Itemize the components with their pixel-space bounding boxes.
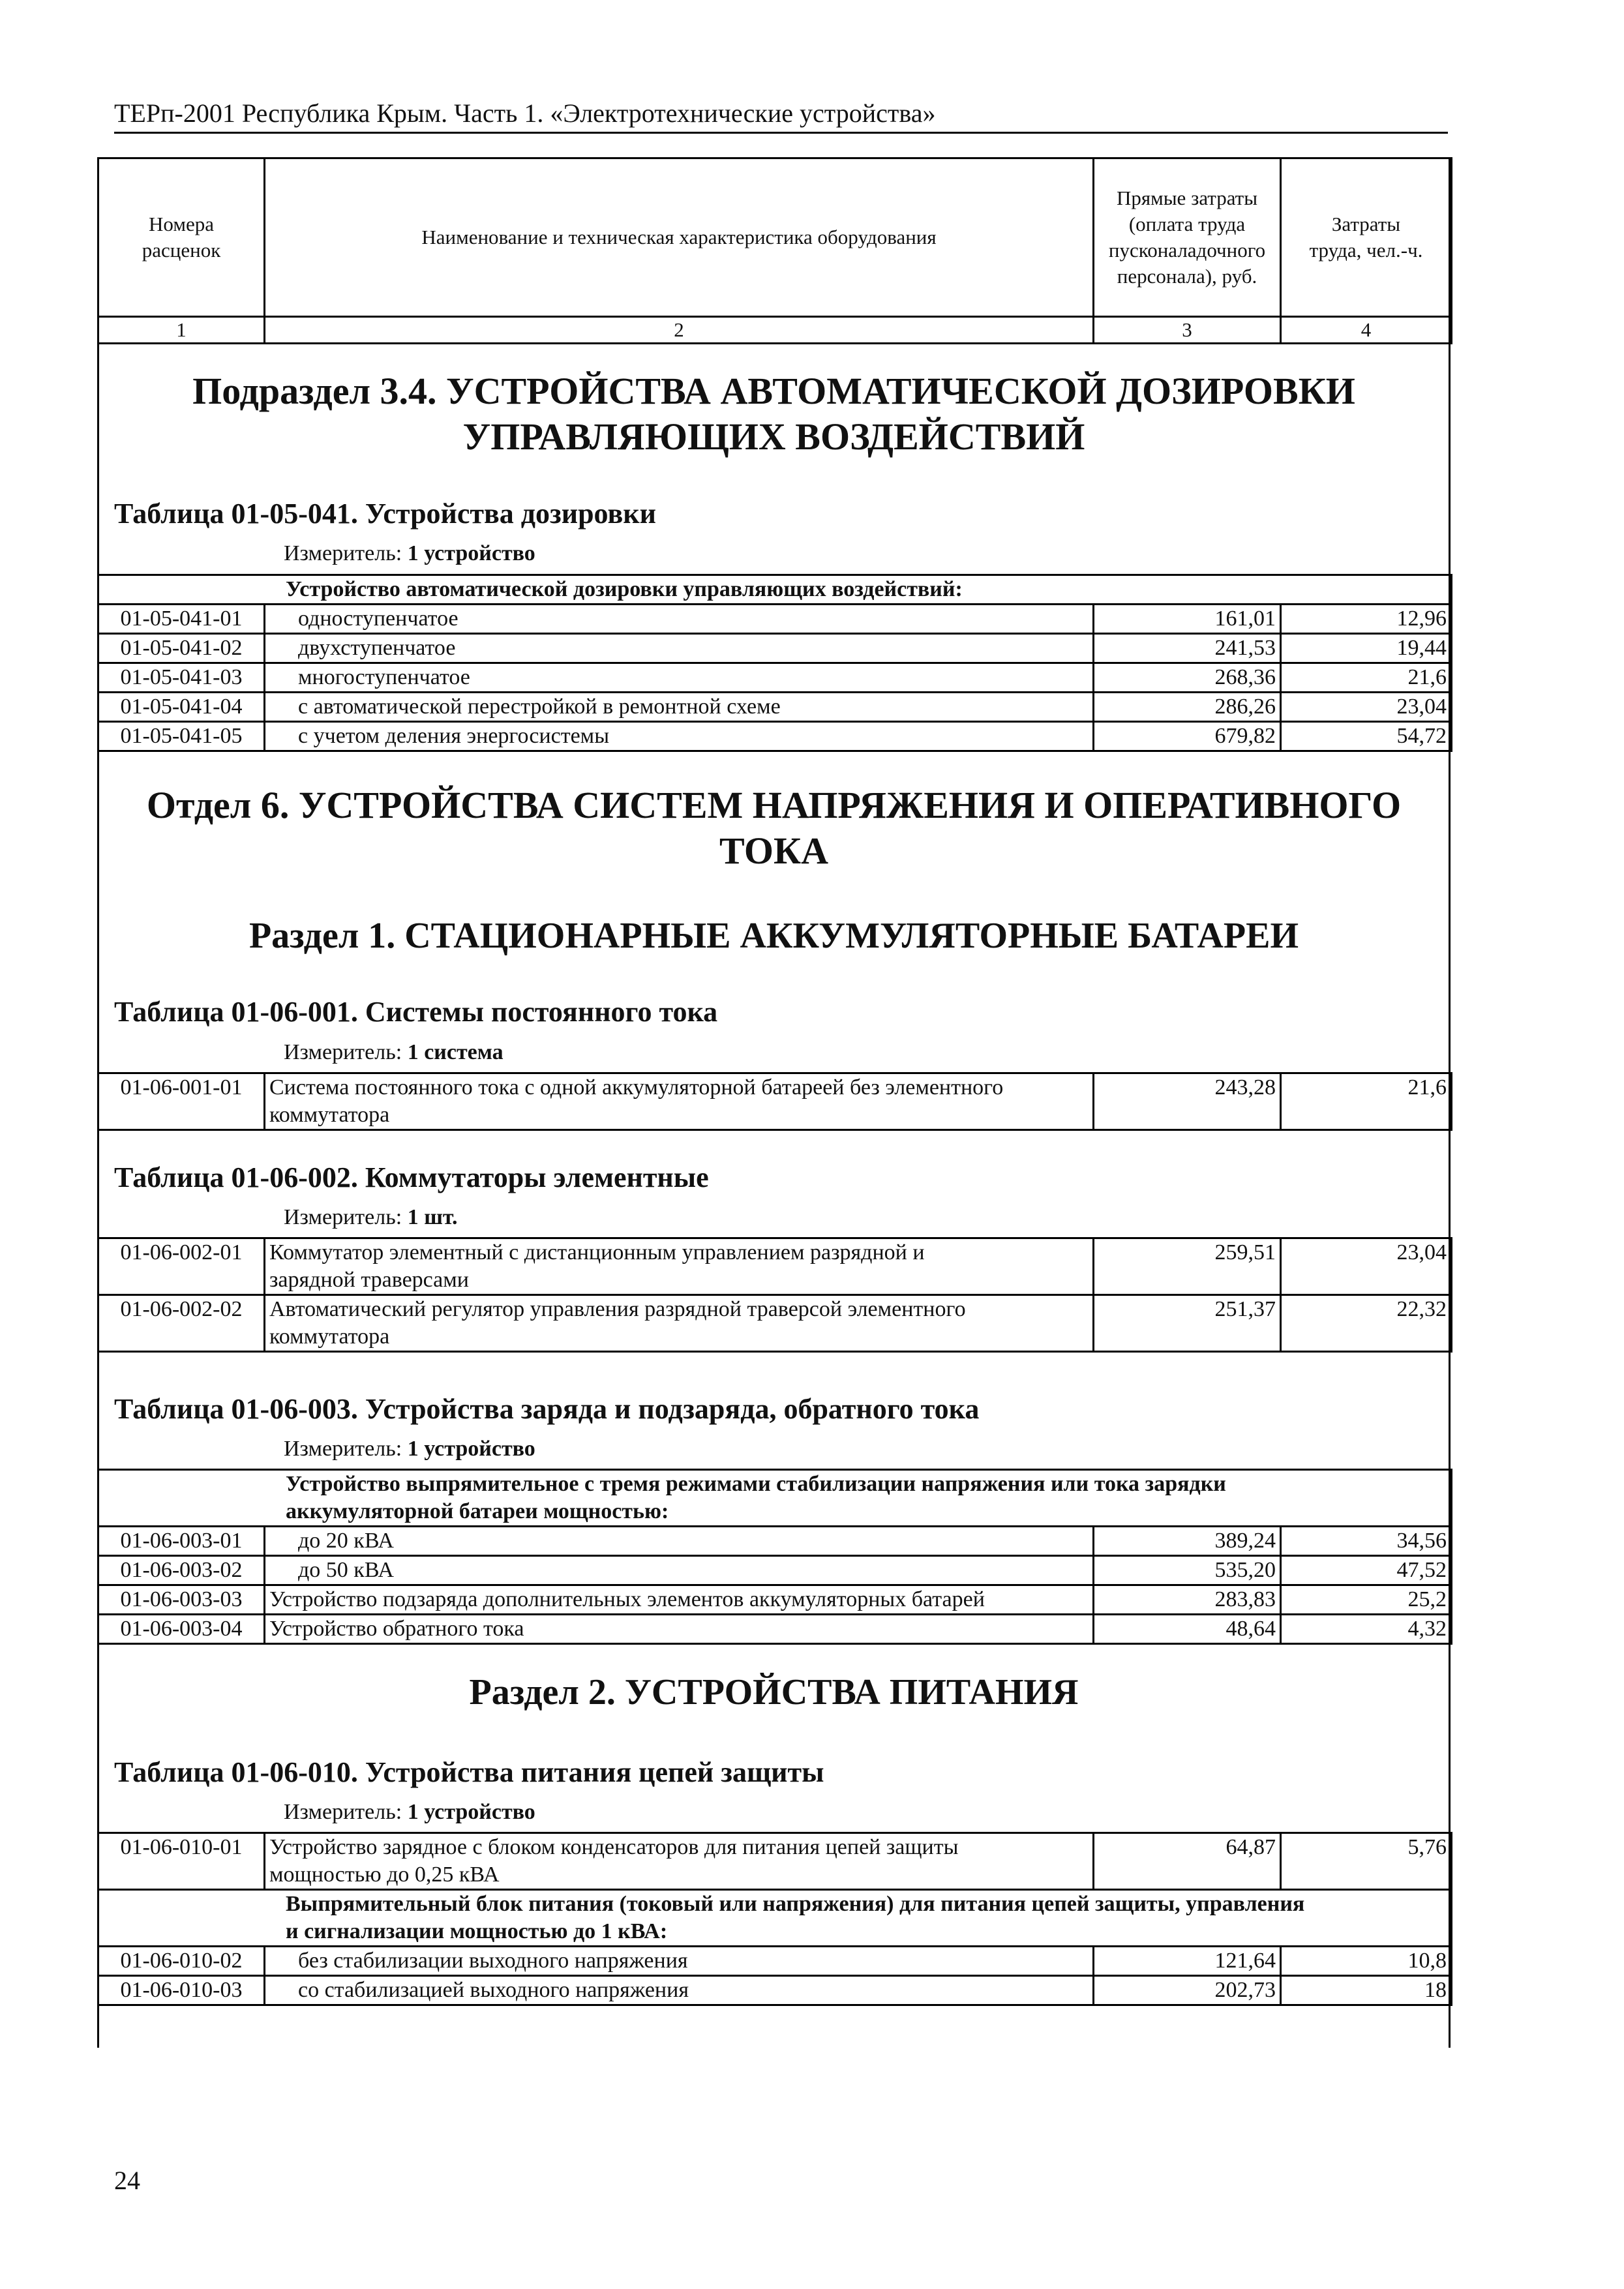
rate-cost: 48,64 — [1094, 1615, 1281, 1644]
table-row — [98, 1833, 1452, 1890]
rate-code: 01-05-041-01 — [98, 605, 265, 634]
table-row — [98, 1947, 1452, 1976]
rate-cost: 161,01 — [1094, 605, 1281, 634]
rate-cost: 535,20 — [1094, 1556, 1281, 1585]
rate-name — [265, 1833, 1094, 1890]
rate-labor: 34,56 — [1281, 1527, 1452, 1556]
rate-name — [265, 1238, 1094, 1295]
table-row — [98, 722, 1452, 751]
rate-cost: 121,64 — [1094, 1947, 1281, 1976]
rate-name: Устройство подзаряда дополнительных элементов аккумуляторных батарей — [265, 1585, 1094, 1615]
table-002-title: Таблица 01-06-002. Коммутаторы элементные — [114, 1161, 709, 1193]
rate-labor: 21,6 — [1281, 1073, 1452, 1130]
rate-name: с автоматической перестройкой в ремонтной схеме — [265, 693, 1094, 722]
rate-code: 01-05-041-03 — [98, 663, 265, 693]
table-041-group: Устройство автоматической дозировки управляющих воздействий: — [98, 575, 1452, 605]
table-041-meter — [284, 541, 535, 566]
table-003-title: Таблица 01-06-003. Устройства заряда и подзаряда, обратного тока — [114, 1393, 980, 1425]
column-header-table — [97, 157, 1452, 344]
rate-cost: 251,37 — [1094, 1295, 1281, 1352]
col-header-cost: Прямые затраты (оплата труда пусконаладочного персонала), руб. — [1094, 158, 1281, 317]
table-010-meter — [284, 1800, 535, 1825]
group-line1: Устройство выпрямительное с тремя режимами стабилизации напряжения или тока зарядки — [286, 1472, 1226, 1496]
rate-cost: 268,36 — [1094, 663, 1281, 693]
rate-name: со стабилизацией выходного напряжения — [265, 1976, 1094, 2005]
header-rule — [114, 132, 1448, 134]
col-number-4: 4 — [1281, 317, 1452, 344]
col-number-2: 2 — [265, 317, 1094, 344]
subsection-title-line1: Подраздел 3.4. УСТРОЙСТВА АВТОМАТИЧЕСКОЙ ДОЗИРОВКИ — [192, 370, 1355, 412]
table-010 — [97, 1832, 1452, 2006]
rate-name: Устройство обратного тока — [265, 1615, 1094, 1644]
meter-label: Измеритель: — [284, 1040, 402, 1064]
table-041-title: Таблица 01-05-041. Устройства дозировки — [114, 498, 656, 530]
rate-labor: 4,32 — [1281, 1615, 1452, 1644]
table-row — [98, 1295, 1452, 1352]
rate-labor: 18 — [1281, 1976, 1452, 2005]
rate-name-line1: Система постоянного тока с одной аккумуляторной батареей без элементного — [269, 1075, 1004, 1100]
section-2-title: Раздел 2. УСТРОЙСТВА ПИТАНИЯ — [469, 1672, 1079, 1713]
rate-name-line2: коммутатора — [269, 1103, 390, 1127]
meter-label: Измеритель: — [284, 1437, 402, 1461]
table-010-title: Таблица 01-06-010. Устройства питания цепей защиты — [114, 1756, 824, 1788]
table-row — [98, 693, 1452, 722]
rate-labor: 19,44 — [1281, 634, 1452, 663]
rate-name — [265, 1073, 1094, 1130]
meter-value: 1 устройство — [407, 541, 535, 565]
group-line1: Выпрямительный блок питания (токовый или напряжения) для питания цепей защиты, управления — [286, 1892, 1305, 1916]
table-row — [98, 1556, 1452, 1585]
page-number: 24 — [114, 2166, 140, 2195]
rate-name-line1: Автоматический регулятор управления разрядной траверсой элементного — [269, 1297, 966, 1321]
section-1-title: Раздел 1. СТАЦИОНАРНЫЕ АККУМУЛЯТОРНЫЕ БАТАРЕИ — [248, 916, 1299, 956]
table-row — [98, 634, 1452, 663]
rate-labor: 22,32 — [1281, 1295, 1452, 1352]
rate-name-line2: зарядной траверсами — [269, 1268, 469, 1292]
col-header-labor: Затраты труда, чел.-ч. — [1281, 158, 1452, 317]
table-003 — [97, 1469, 1452, 1645]
table-001-title: Таблица 01-06-001. Системы постоянного тока — [114, 996, 718, 1028]
table-row — [98, 1976, 1452, 2005]
rate-cost: 679,82 — [1094, 722, 1281, 751]
rate-labor: 12,96 — [1281, 605, 1452, 634]
subsection-title-line2: УПРАВЛЯЮЩИХ ВОЗДЕЙСТВИЙ — [462, 415, 1085, 458]
meter-label: Измеритель: — [284, 1800, 402, 1824]
rate-labor: 21,6 — [1281, 663, 1452, 693]
rate-name-line1: Устройство зарядное с блоком конденсаторов для питания цепей защиты — [269, 1835, 959, 1859]
rate-code: 01-06-003-02 — [98, 1556, 265, 1585]
rate-labor: 47,52 — [1281, 1556, 1452, 1585]
rate-name: одноступенчатое — [265, 605, 1094, 634]
col-number-3: 3 — [1094, 317, 1281, 344]
rate-code: 01-06-003-01 — [98, 1527, 265, 1556]
running-head: ТЕРп-2001 Республика Крым. Часть 1. «Электротехнические устройства» — [114, 98, 936, 128]
rate-code: 01-06-002-02 — [98, 1295, 265, 1352]
rate-code: 01-05-041-02 — [98, 634, 265, 663]
rate-name-line2: мощностью до 0,25 кВА — [269, 1863, 500, 1887]
rate-code: 01-05-041-04 — [98, 693, 265, 722]
table-row — [98, 605, 1452, 634]
rate-labor: 5,76 — [1281, 1833, 1452, 1890]
rate-code: 01-06-003-03 — [98, 1585, 265, 1615]
table-row — [98, 1527, 1452, 1556]
rate-name-line2: коммутатора — [269, 1324, 390, 1349]
rate-code: 01-06-003-04 — [98, 1615, 265, 1644]
rate-labor: 25,2 — [1281, 1585, 1452, 1615]
table-010-group — [98, 1890, 1452, 1947]
rate-code: 01-06-002-01 — [98, 1238, 265, 1295]
col-header-name: Наименование и техническая характеристика оборудования — [265, 158, 1094, 317]
meter-label: Измеритель: — [284, 1205, 402, 1229]
meter-value: 1 система — [407, 1040, 504, 1064]
meter-value: 1 шт. — [407, 1205, 458, 1229]
rate-name — [265, 1295, 1094, 1352]
rate-name: многоступенчатое — [265, 663, 1094, 693]
rate-cost: 286,26 — [1094, 693, 1281, 722]
rate-code: 01-05-041-05 — [98, 722, 265, 751]
meter-value: 1 устройство — [407, 1800, 535, 1824]
rate-name: до 50 кВА — [265, 1556, 1094, 1585]
rate-name: до 20 кВА — [265, 1527, 1094, 1556]
rate-code: 01-06-010-03 — [98, 1976, 265, 2005]
table-row — [98, 1073, 1452, 1130]
rate-cost: 241,53 — [1094, 634, 1281, 663]
department-title — [97, 783, 1451, 874]
rate-name: с учетом деления энергосистемы — [265, 722, 1094, 751]
department-title-line1: Отдел 6. УСТРОЙСТВА СИСТЕМ НАПРЯЖЕНИЯ И ОПЕРАТИВНОГО — [146, 784, 1402, 826]
subsection-title — [97, 368, 1451, 460]
table-001 — [97, 1072, 1452, 1131]
col-header-codes: Номера расценок — [98, 158, 265, 317]
table-003-group — [98, 1470, 1452, 1527]
rate-cost: 64,87 — [1094, 1833, 1281, 1890]
table-row — [98, 1585, 1452, 1615]
rate-labor: 54,72 — [1281, 722, 1452, 751]
table-002 — [97, 1237, 1452, 1353]
col-number-1: 1 — [98, 317, 265, 344]
table-row — [98, 1238, 1452, 1295]
rate-name: без стабилизации выходного напряжения — [265, 1947, 1094, 1976]
group-line2: и сигнализации мощностью до 1 кВА: — [286, 1919, 668, 1943]
rate-name: двухступенчатое — [265, 634, 1094, 663]
table-001-meter — [284, 1040, 504, 1065]
table-row — [98, 663, 1452, 693]
table-002-meter — [284, 1205, 458, 1230]
rate-cost: 259,51 — [1094, 1238, 1281, 1295]
meter-label: Измеритель: — [284, 541, 402, 565]
table-041 — [97, 574, 1452, 752]
table-003-meter — [284, 1437, 535, 1461]
rate-cost: 389,24 — [1094, 1527, 1281, 1556]
rate-cost: 283,83 — [1094, 1585, 1281, 1615]
rate-name-line1: Коммутатор элементный с дистанционным управлением разрядной и — [269, 1240, 925, 1264]
rate-code: 01-06-001-01 — [98, 1073, 265, 1130]
department-title-line2: ТОКА — [719, 830, 828, 872]
meter-value: 1 устройство — [407, 1437, 535, 1461]
rate-code: 01-06-010-02 — [98, 1947, 265, 1976]
rate-labor: 23,04 — [1281, 693, 1452, 722]
rate-cost: 243,28 — [1094, 1073, 1281, 1130]
rate-cost: 202,73 — [1094, 1976, 1281, 2005]
group-line2: аккумуляторной батареи мощностью: — [286, 1499, 669, 1523]
rate-labor: 23,04 — [1281, 1238, 1452, 1295]
rate-code: 01-06-010-01 — [98, 1833, 265, 1890]
rate-labor: 10,8 — [1281, 1947, 1452, 1976]
table-row — [98, 1615, 1452, 1644]
